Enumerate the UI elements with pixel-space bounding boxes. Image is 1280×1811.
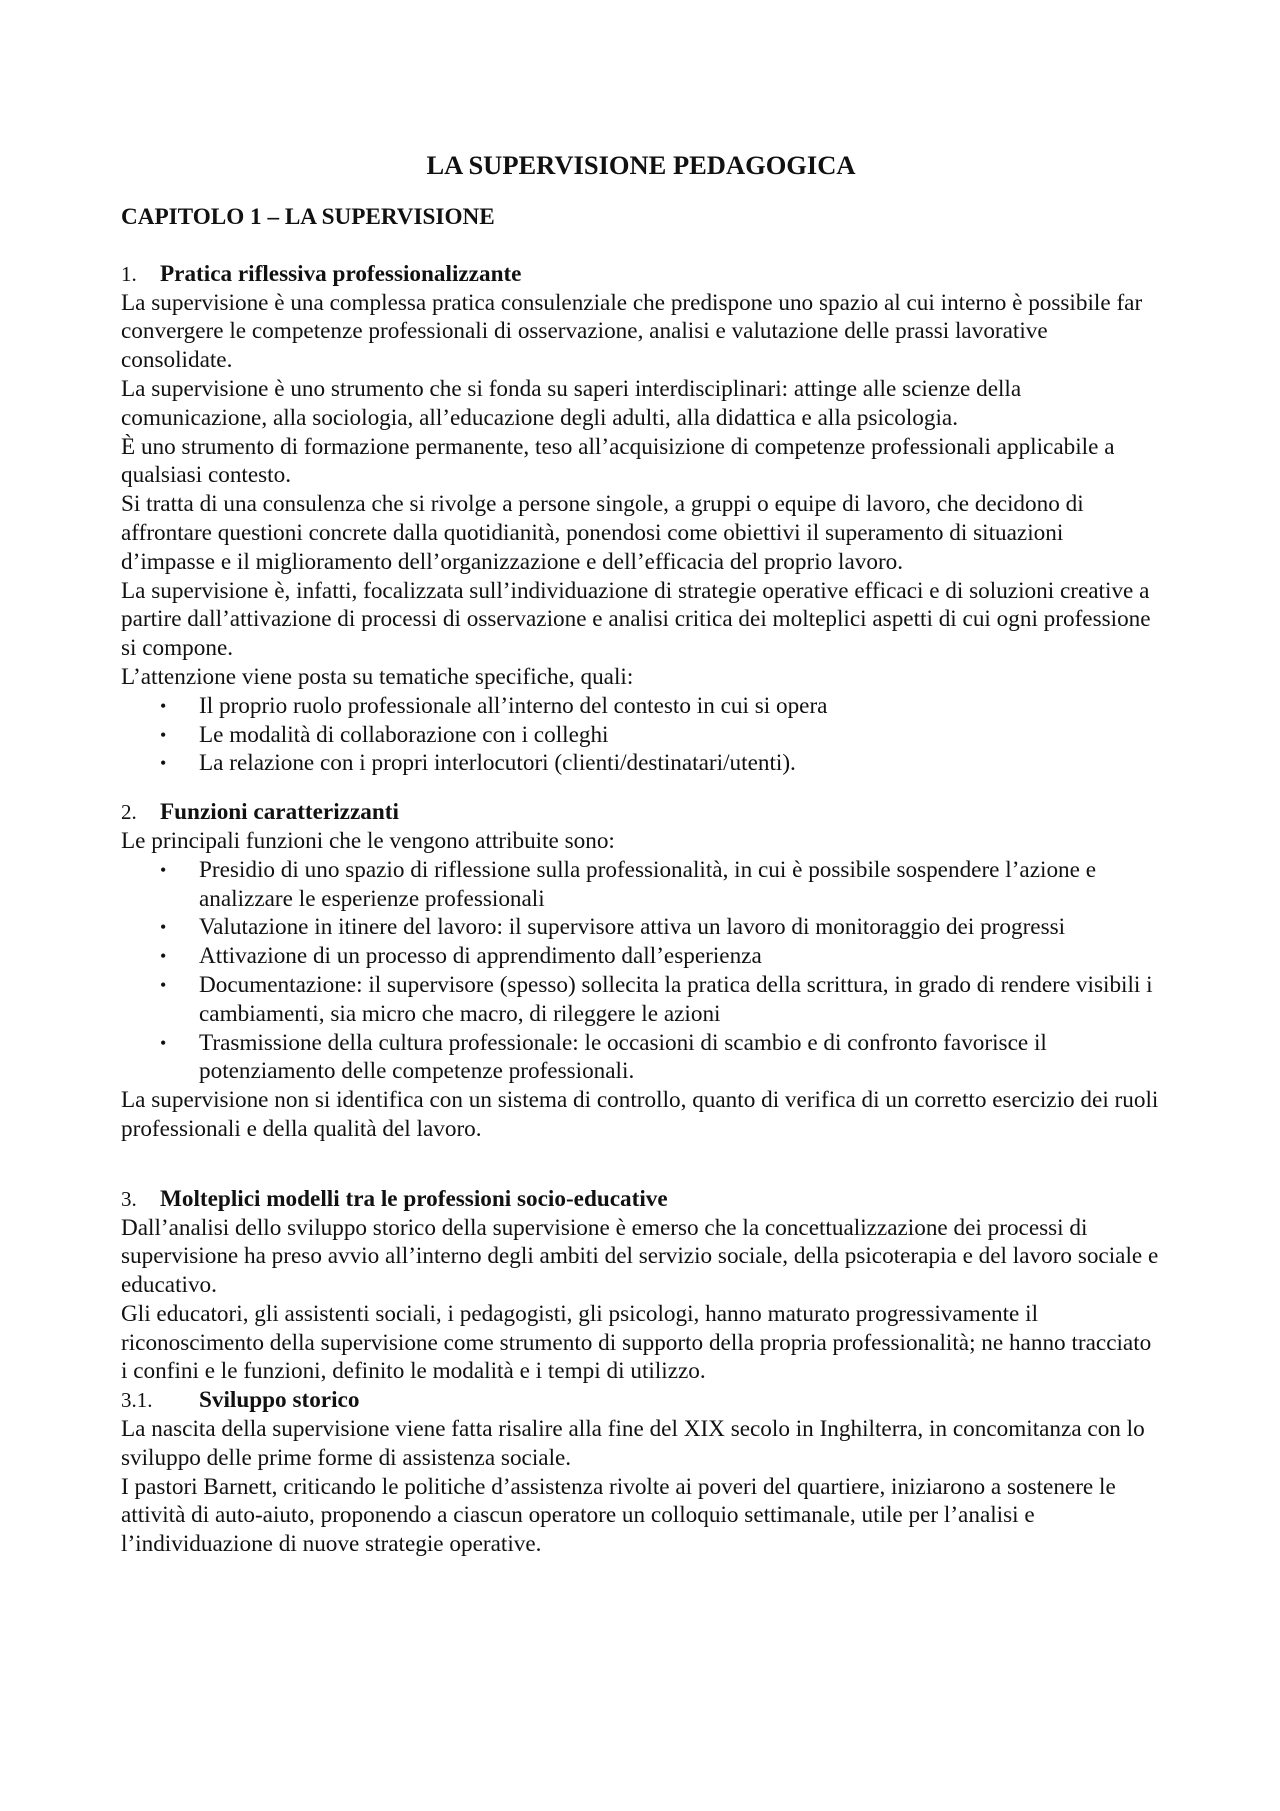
list-item-text: Documentazione: il supervisore (spesso) sollecita la pratica della scrittura, in grado di rendere visibili i cambiamenti, sia micro che macro, di rileggere le azioni bbox=[199, 971, 1153, 1027]
section-title: Pratica riflessiva professionalizzante bbox=[160, 260, 522, 287]
bullet-icon: • bbox=[160, 695, 167, 716]
bullet-icon: • bbox=[160, 946, 167, 967]
section-number: 3.1. bbox=[121, 1388, 153, 1413]
section-number: 3. bbox=[121, 1186, 137, 1211]
section-title: Funzioni caratterizzanti bbox=[160, 799, 399, 826]
paragraph: La supervisione è uno strumento che si fonda su saperi interdisciplinari: attinge alle scienze della comunicazione, alla sociologia, all’educazione degli adulti, alla didattica e alla psicologia. bbox=[121, 375, 1022, 431]
bullet-icon: • bbox=[160, 974, 167, 995]
paragraph: L’attenzione viene posta su tematiche specifiche, quali: bbox=[121, 663, 634, 690]
paragraph: La supervisione è una complessa pratica consulenziale che predispone uno spazio al cui interno è possibile far convergere le competenze professionali di osservazione, analisi e valutazione delle prassi lavorative consolidate. bbox=[121, 289, 1143, 374]
bullet-icon: • bbox=[160, 753, 167, 774]
list-item bbox=[121, 1029, 1161, 1087]
section-title: Sviluppo storico bbox=[199, 1387, 360, 1414]
paragraph: Le principali funzioni che le vengono attribuite sono: bbox=[121, 827, 615, 854]
paragraph: La supervisione è, infatti, focalizzata sull’individuazione di strategie operative efficaci e di soluzioni creative a partire dall’attivazione di processi di osservazione e analisi critica dei molteplici aspetti di cui ogni professione si compone. bbox=[121, 577, 1151, 662]
paragraph: Si tratta di una consulenza che si rivolge a persone singole, a gruppi o equipe di lavoro, che decidono di affrontare questioni concrete dalla quotidianità, ponendosi come obiettivi il superamento di situazioni d’impasse e il miglioramento dell’organizzazione e dell’efficacia del proprio lavoro. bbox=[121, 491, 1084, 575]
bullet-icon: • bbox=[160, 917, 167, 938]
section-3-1-heading bbox=[121, 1386, 1161, 1415]
list-item bbox=[121, 856, 1161, 914]
bullet-list bbox=[121, 692, 1161, 778]
section-number: 1. bbox=[121, 261, 137, 286]
section-1-heading bbox=[121, 260, 1161, 289]
list-item bbox=[121, 721, 1161, 750]
bullet-icon: • bbox=[160, 859, 167, 880]
list-item-text: Il proprio ruolo professionale all’interno del contesto in cui si opera bbox=[199, 692, 828, 719]
bullet-icon: • bbox=[160, 1032, 167, 1053]
section-2-heading bbox=[121, 798, 1161, 827]
bullet-icon: • bbox=[160, 724, 167, 745]
section-number: 2. bbox=[121, 800, 137, 825]
list-item-text: Valutazione in itinere del lavoro: il supervisore attiva un lavoro di monitoraggio dei progressi bbox=[199, 914, 1066, 941]
list-item bbox=[121, 692, 1161, 721]
paragraph: Dall’analisi dello sviluppo storico della supervisione è emerso che la concettualizzazione dei processi di supervisione ha preso avvio all’interno degli ambiti del servizio sociale, della psicoterapia e del lavoro sociale e educativo. bbox=[121, 1214, 1159, 1299]
list-item-text: La relazione con i propri interlocutori (clienti/destinatari/utenti). bbox=[199, 750, 796, 777]
paragraph: La supervisione non si identifica con un sistema di controllo, quanto di verifica di un corretto esercizio dei ruoli professionali e della qualità del lavoro. bbox=[121, 1087, 1159, 1142]
paragraph: È uno strumento di formazione permanente, teso all’acquisizione di competenze professionali applicabile a qualsiasi contesto. bbox=[121, 433, 1115, 489]
list-item bbox=[121, 913, 1161, 942]
list-item-text: Trasmissione della cultura professionale: le occasioni di scambio e di confronto favorisce il potenziamento delle competenze professionali. bbox=[199, 1029, 1047, 1085]
paragraph: I pastori Barnett, criticando le politiche d’assistenza rivolte ai poveri del quartiere, iniziarono a sostenere le attività di auto-aiuto, proponendo a ciascun operatore un colloquio settimanale, utile per l’analisi e l’individuazione di nuove strategie operative. bbox=[121, 1473, 1116, 1558]
list-item bbox=[121, 749, 1161, 778]
list-item-text: Le modalità di collaborazione con i colleghi bbox=[199, 721, 609, 748]
section-3-heading bbox=[121, 1185, 1161, 1214]
list-item-text: Attivazione di un processo di apprendimento dall’esperienza bbox=[199, 943, 762, 970]
bullet-list bbox=[121, 856, 1161, 1086]
list-item bbox=[121, 971, 1161, 1029]
document-page bbox=[121, 148, 1161, 1559]
chapter-heading: CAPITOLO 1 – LA SUPERVISIONE bbox=[121, 204, 495, 230]
list-item bbox=[121, 942, 1161, 971]
paragraph: Gli educatori, gli assistenti sociali, i pedagogisti, gli psicologi, hanno maturato progressivamente il riconoscimento della supervisione come strumento di supporto della propria professionalità; ne hanno tracciato i confini e le funzioni, definito le modalità e i tempi di utilizzo. bbox=[121, 1300, 1152, 1385]
section-title: Molteplici modelli tra le professioni socio-educative bbox=[160, 1185, 668, 1212]
list-item-text: Presidio di uno spazio di riflessione sulla professionalità, in cui è possibile sospendere l’azione e analizzare le esperienze professionali bbox=[199, 856, 1097, 912]
document-title: LA SUPERVISIONE PEDAGOGICA bbox=[426, 150, 856, 180]
paragraph: La nascita della supervisione viene fatta risalire alla fine del XIX secolo in Inghilterra, in concomitanza con lo sviluppo delle prime forme di assistenza sociale. bbox=[121, 1416, 1145, 1471]
